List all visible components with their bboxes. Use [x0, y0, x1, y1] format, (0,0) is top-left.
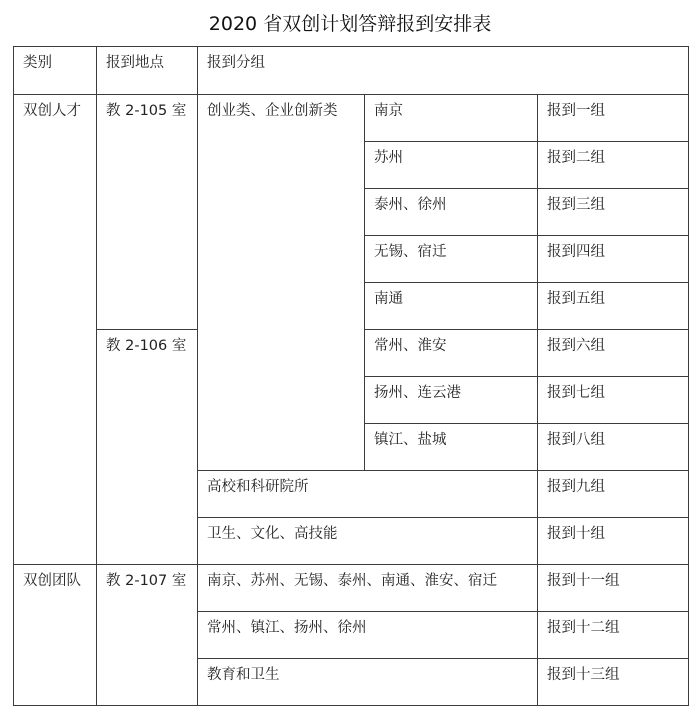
area-cell: 高校和科研院所	[198, 471, 538, 518]
area-cell: 南通	[365, 283, 538, 330]
group-cell: 报到五组	[538, 283, 689, 330]
group-cell: 报到十二组	[538, 612, 689, 659]
group-cell: 报到十一组	[538, 565, 689, 612]
area-cell: 卫生、文化、高技能	[198, 518, 538, 565]
group-cell: 报到四组	[538, 236, 689, 283]
group-cell: 报到十三组	[538, 659, 689, 706]
header-group: 报到分组	[198, 47, 689, 95]
area-cell: 扬州、连云港	[365, 377, 538, 424]
area-cell: 南京、苏州、无锡、泰州、南通、淮安、宿迁	[198, 565, 538, 612]
area-cell: 南京	[365, 95, 538, 142]
location-cell-105: 教 2-105 室	[97, 95, 198, 330]
area-cell: 常州、镇江、扬州、徐州	[198, 612, 538, 659]
group-cell: 报到六组	[538, 330, 689, 377]
group-cell: 报到十组	[538, 518, 689, 565]
header-category: 类别	[14, 47, 97, 95]
group-cell: 报到八组	[538, 424, 689, 471]
group-cell: 报到一组	[538, 95, 689, 142]
group-cell: 报到七组	[538, 377, 689, 424]
area-cell: 镇江、盐城	[365, 424, 538, 471]
category-cell-team: 双创团队	[14, 565, 97, 706]
area-cell: 泰州、徐州	[365, 189, 538, 236]
group-cell: 报到三组	[538, 189, 689, 236]
table-row	[14, 565, 689, 612]
location-cell-107: 教 2-107 室	[97, 565, 198, 706]
area-cell: 教育和卫生	[198, 659, 538, 706]
area-cell: 常州、淮安	[365, 330, 538, 377]
schedule-table	[13, 46, 689, 706]
subtype-cell: 创业类、企业创新类	[198, 95, 365, 471]
header-location: 报到地点	[97, 47, 198, 95]
page-title: 2020 省双创计划答辩报到安排表	[208, 13, 492, 35]
group-cell: 报到九组	[538, 471, 689, 518]
group-cell: 报到二组	[538, 142, 689, 189]
location-cell-106: 教 2-106 室	[97, 330, 198, 565]
area-cell: 苏州	[365, 142, 538, 189]
table-row	[14, 95, 689, 142]
table-header-row	[14, 47, 689, 95]
category-cell-talent: 双创人才	[14, 95, 97, 565]
area-cell: 无锡、宿迁	[365, 236, 538, 283]
